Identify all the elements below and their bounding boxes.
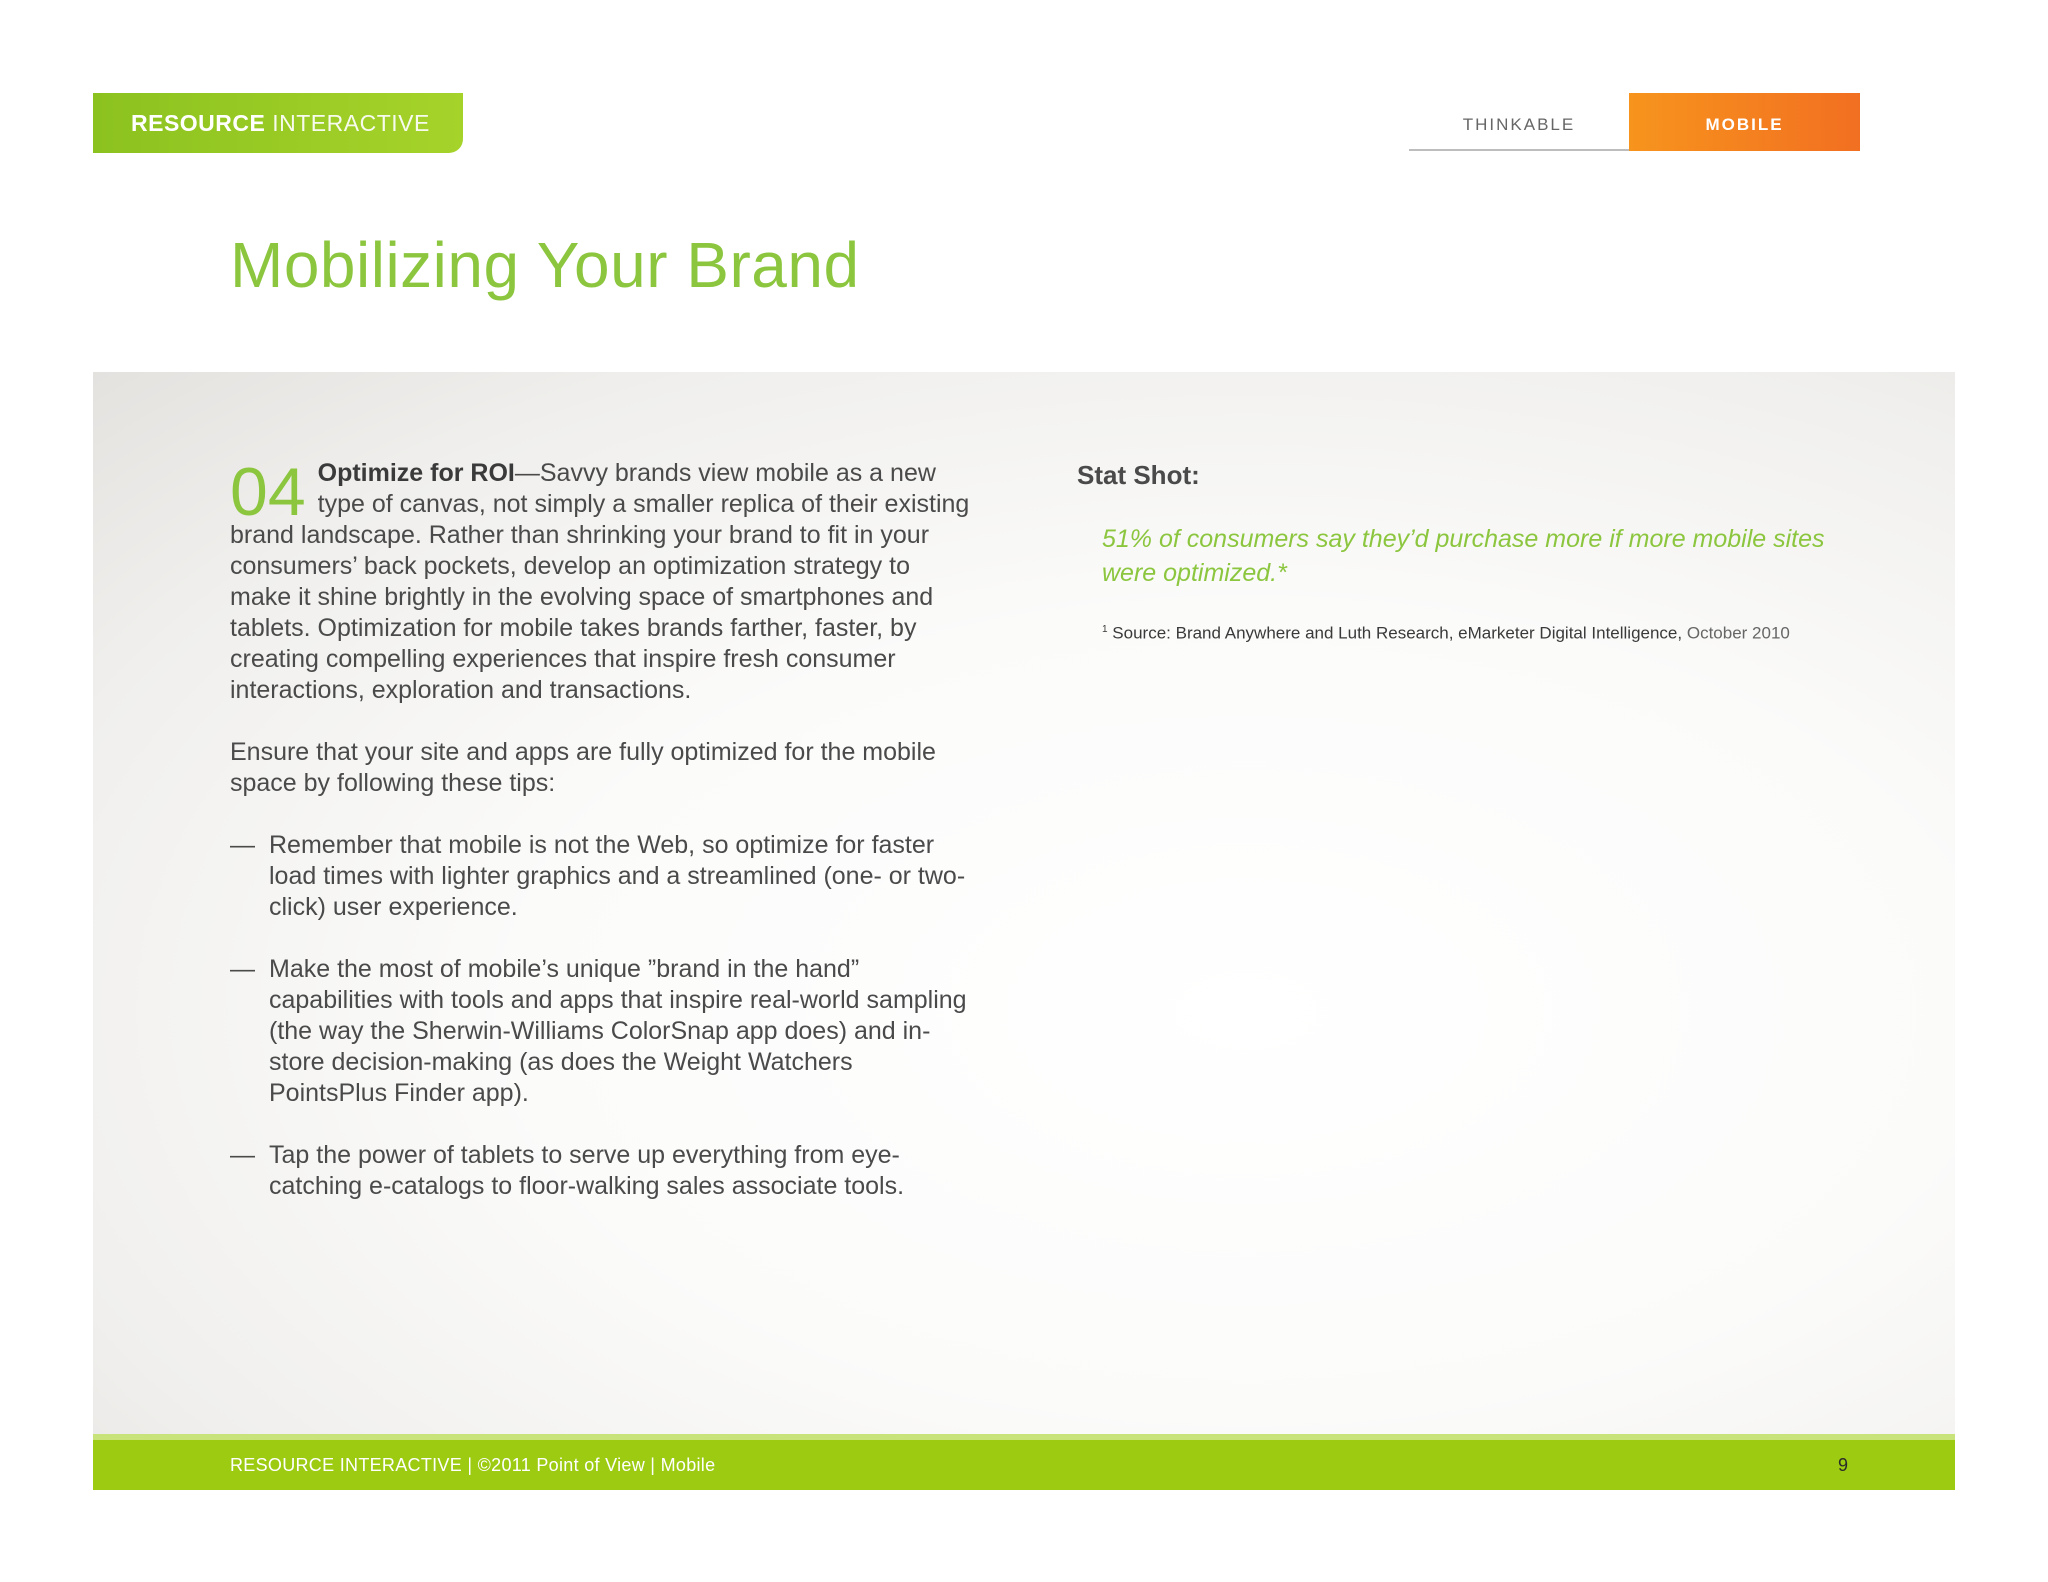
intro-paragraph (230, 454, 970, 706)
footnote-marker: 1 (1102, 624, 1108, 635)
page-number: 9 (1837, 1455, 1848, 1475)
section-number: 04 (230, 454, 306, 530)
intro-body: —Savvy brands view mobile as a new type of canvas, not simply a smaller replica of their existing brand landscape. Rather than shrinking your brand to fit in your consumers’ back pockets, develop an optimization strategy to make it shine brightly in the evolving space of smartphones and tablets. Optimization for mobile takes brands farther, faster, by creating compelling experiences that inspire fresh consumer interactions, exploration and transactions. (230, 459, 970, 704)
footer-text: RESOURCE INTERACTIVE | ©2011 Point of View | Mobile (230, 1455, 716, 1475)
tab-mobile[interactable]: MOBILE (1629, 93, 1860, 151)
logo-text-light: INTERACTIVE (272, 110, 430, 136)
main-column (230, 454, 970, 1233)
tip-text: Tap the power of tablets to serve up everything from eye-catching e-catalogs to floor-walking sales associate tools. (269, 1141, 905, 1200)
list-item (230, 1140, 970, 1202)
ensure-paragraph: Ensure that your site and apps are fully optimized for the mobile space by following these tips: (230, 738, 936, 797)
brand-logo (93, 93, 463, 153)
list-item (230, 830, 970, 923)
dash-bullet: — (230, 831, 255, 859)
dash-bullet: — (230, 955, 255, 983)
stat-heading: Stat Shot: (1077, 460, 1200, 490)
tip-text: Remember that mobile is not the Web, so optimize for faster load times with lighter graphics and a streamlined (one- or two-click) user experience. (269, 831, 966, 921)
tip-text: Make the most of mobile’s unique ”brand in the hand” capabilities with tools and apps that inspire real-world sampling (the way the Sherwin-Williams ColorSnap app does) and in-store decision-making (as does the Weight Watchers PointsPlus Finder app). (269, 955, 967, 1107)
section-heading: Optimize for ROI (317, 459, 515, 487)
page-title: Mobilizing Your Brand (230, 229, 860, 301)
list-item (230, 954, 970, 1109)
source-text: Source: Brand Anywhere and Luth Research, eMarketer Digital Intelligence, (1112, 623, 1683, 643)
tab-thinkable[interactable]: THINKABLE (1409, 93, 1629, 151)
logo-text-strong: RESOURCE (131, 110, 266, 136)
dash-bullet: — (230, 1141, 255, 1169)
footer-bar (93, 1440, 1955, 1490)
stat-column (1077, 458, 1877, 646)
stat-quote: 51% of consumers say they’d purchase more if more mobile sites were optimized.* (1102, 525, 1825, 587)
tips-list (230, 830, 970, 1202)
source-note (1102, 618, 1877, 646)
source-date: October 2010 (1686, 623, 1790, 643)
